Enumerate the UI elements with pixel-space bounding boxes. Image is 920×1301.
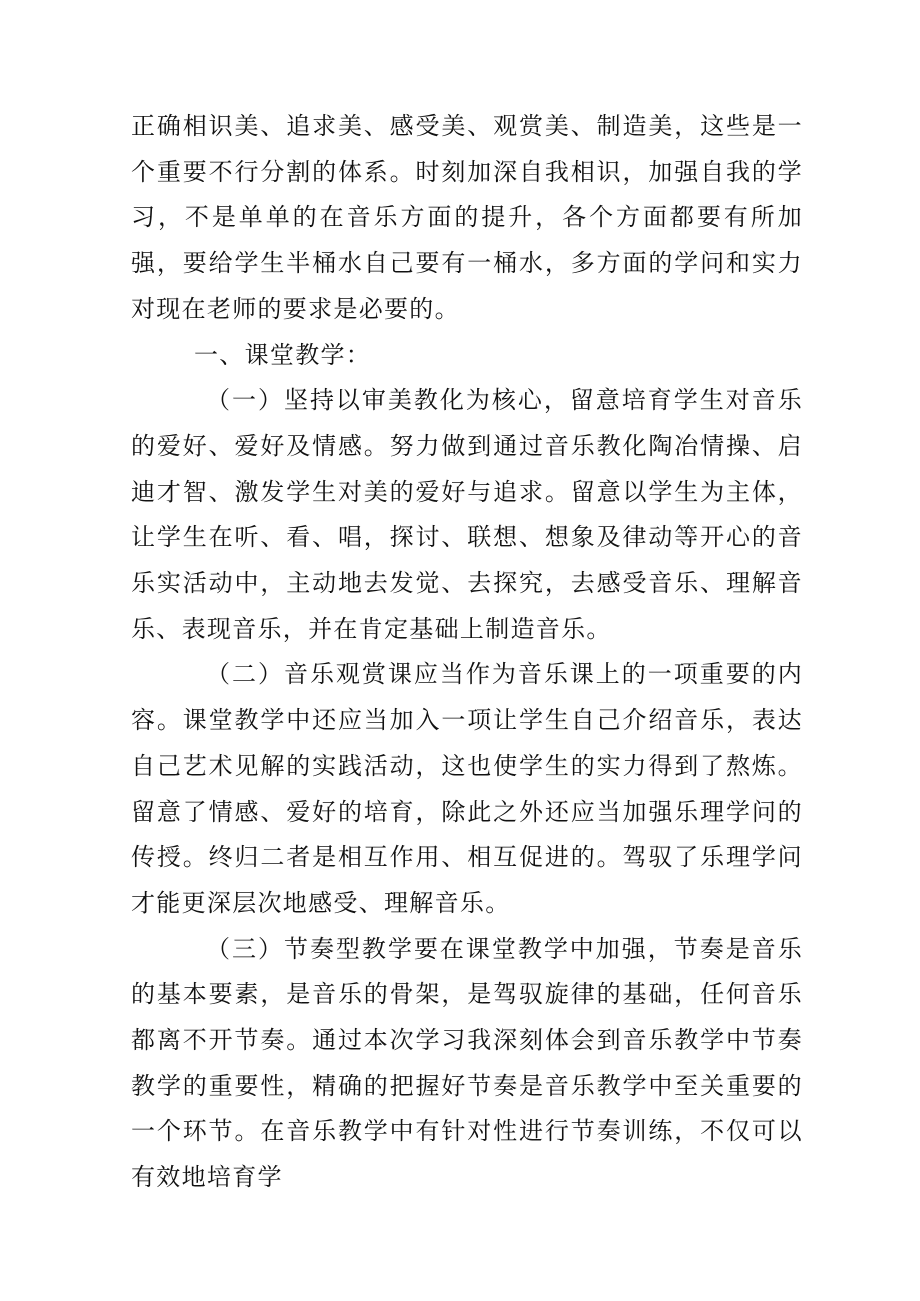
document-body: [131, 104, 803, 1201]
paragraph-point-two: （二）音乐观赏课应当作为音乐课上的一项重要的内容。课堂教学中还应当加入一项让学生自己介绍音乐，表达自己艺术见解的实践活动，这也使学生的实力得到了熬炼。留意了情感、爱好的培育，除此之外还应当加强乐理学问的传授。终归二者是相互作用、相互促进的。驾驭了乐理学问才能更深层次地感受、理解音乐。: [131, 660, 803, 917]
paragraph-point-one: （一）坚持以审美教化为核心，留意培育学生对音乐的爱好、爱好及情感。努力做到通过音乐教化陶冶情操、启迪才智、激发学生对美的爱好与追求。留意以学生为主体，让学生在听、看、唱，探讨、联想、想象及律动等开心的音乐实活动中，主动地去发觉、去探究，去感受音乐、理解音乐、表现音乐，并在肯定基础上制造音乐。: [131, 386, 803, 643]
section-heading-classroom-teaching: 一、课堂教学：: [194, 340, 372, 369]
paragraph-point-three: （三）节奏型教学要在课堂教学中加强，节奏是音乐的基本要素，是音乐的骨架，是驾驭旋律的基础，任何音乐都离不开节奏。通过本次学习我深刻体会到音乐教学中节奏教学的重要性，精确的把握好节奏是音乐教学中至关重要的一个环节。在音乐教学中有针对性进行节奏训练，不仅可以有效地培育学: [131, 934, 803, 1192]
paragraph-intro-continuation: 正确相识美、追求美、感受美、观赏美、制造美，这些是一个重要不行分割的体系。时刻加深自我相识，加强自我的学习，不是单单的在音乐方面的提升，各个方面都要有所加强，要给学生半桶水自己要有一桶水，多方面的学问和实力对现在老师的要求是必要的。: [131, 112, 803, 323]
